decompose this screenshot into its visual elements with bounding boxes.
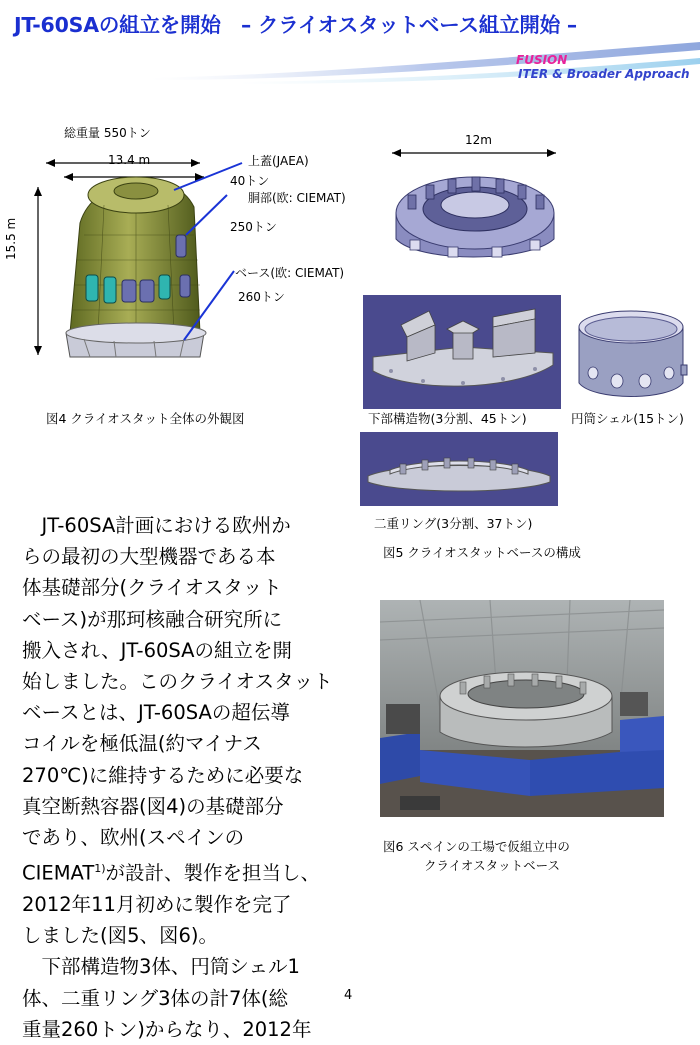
body-line: 2012年11月初めに製作を完了	[22, 892, 292, 916]
body-line: 重量260トン)からなり、2012年	[22, 1017, 312, 1041]
page-number: 4	[344, 988, 353, 1003]
body-line: 体基礎部分(クライオスタット	[22, 576, 282, 600]
body-line: 体、二重リング3体の計7体(総	[22, 986, 289, 1010]
body-line: 搬入され、JT-60SAの組立を開	[22, 638, 292, 662]
fig6-caption-line2: クライオスタットベース	[424, 858, 561, 873]
fig4-lid-weight: 40トン	[230, 174, 270, 188]
body-line-ciemat	[22, 853, 342, 889]
page-title: JT-60SAの組立を開始 – クライオスタットベース組立開始 –	[14, 13, 577, 37]
fig4-body-weight: 250トン	[230, 220, 277, 234]
fig4-width-label: 13.4 m	[108, 153, 151, 167]
fig4-lid-label: 上蓋(JAEA)	[248, 154, 309, 168]
fig5-double-ring-drawing	[360, 432, 558, 506]
fig4-body-label: 胴部(欧: CIEMAT)	[248, 191, 346, 205]
fig4-total-weight: 総重量 550トン	[64, 126, 151, 140]
body-line: 270℃)に維持するために必要な	[22, 763, 304, 787]
fusion-tag: FUSION	[516, 53, 568, 67]
fig4-height-label: 15.5 m	[4, 217, 18, 260]
footnote-ref[interactable]: 1)	[94, 862, 106, 876]
fig5-double-ring-label: 二重リング(3分割、37トン)	[374, 516, 533, 531]
body-text	[22, 510, 342, 1045]
fig5-caption: 図5 クライオスタットベースの構成	[383, 545, 581, 560]
body-line: らの最初の大型機器である本	[22, 545, 276, 569]
fig5-diameter-label: 12m	[465, 133, 492, 147]
ciemat-rest: が設計、製作を担当し、	[105, 861, 321, 885]
body-line: JT-60SA計画における欧州か	[22, 514, 291, 537]
fig4-base-label: ベース(欧: CIEMAT)	[235, 266, 345, 280]
fig4-caption: 図4 クライオスタット全体の外観図	[46, 411, 245, 426]
ciemat-word: CIEMAT	[22, 861, 95, 885]
iter-tag: ITER & Broader Approach	[518, 67, 690, 81]
fig5-lower-structure-label: 下部構造物(3分割、45トン)	[368, 411, 527, 426]
body-line: しました(図5、図6)。	[22, 924, 219, 948]
fig6-caption-line1: 図6 スペインの工場で仮組立中の	[383, 839, 570, 854]
body-line: 下部構造物3体、円筒シェル1	[22, 955, 300, 979]
fig5-shell-label: 円筒シェル(15トン)	[571, 411, 684, 426]
fig5-base-assembly-drawing	[388, 145, 563, 275]
fig5-cylinder-shell-drawing	[573, 305, 688, 405]
fig4-base-weight: 260トン	[238, 290, 285, 304]
body-line: 真空断熱容器(図4)の基礎部分	[22, 794, 284, 818]
body-line: 始しました。このクライオスタット	[22, 670, 333, 694]
fig6-factory-photo	[380, 600, 664, 817]
body-line: ベース)が那珂核融合研究所に	[22, 607, 283, 631]
body-line: であり、欧州(スペインの	[22, 826, 245, 850]
fig5-lower-structure-drawing	[363, 295, 561, 409]
body-line: コイルを極低温(約マイナス	[22, 732, 262, 756]
body-line: ベースとは、JT-60SAの超伝導	[22, 701, 290, 725]
